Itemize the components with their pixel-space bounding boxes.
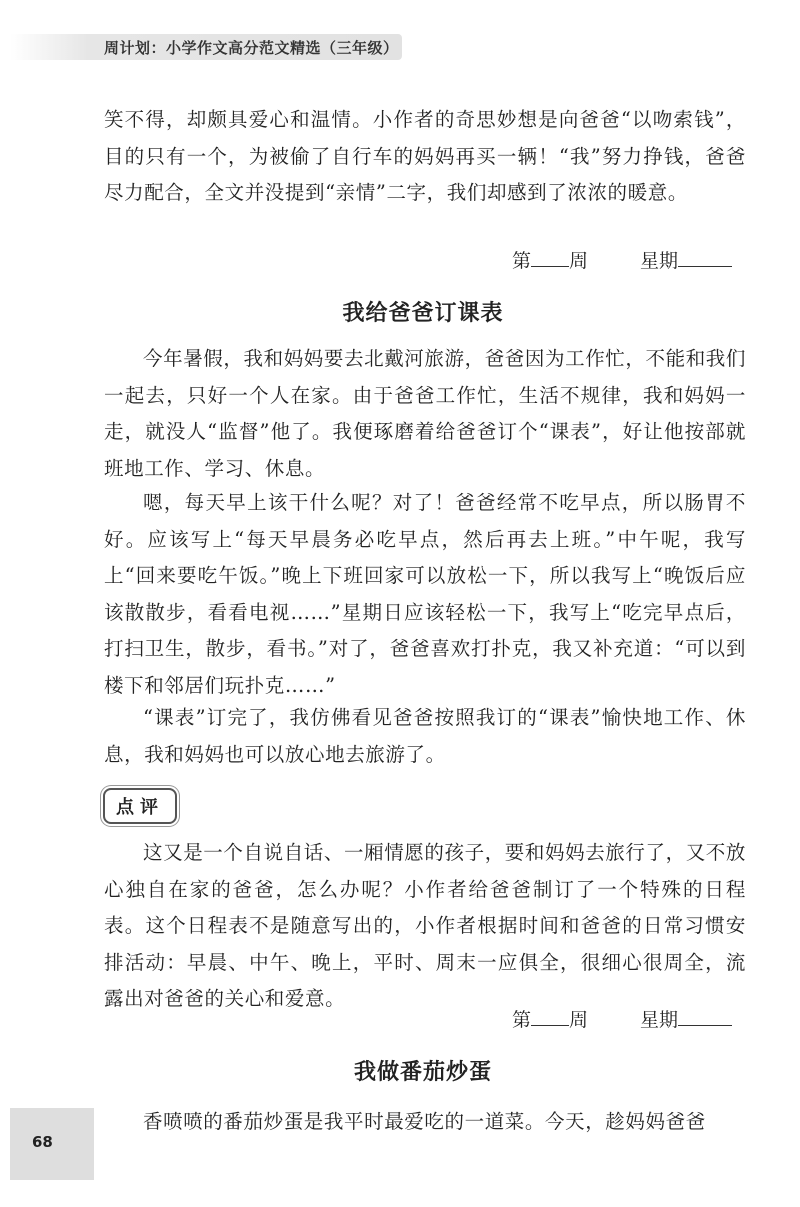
essay-paragraph: “课表”订完了，我仿佛看见爸爸按照我订的“课表”愉快地工作、休息，我和妈妈也可以放心地去旅游了。 [104, 706, 746, 766]
page-number: 68 [32, 1133, 53, 1151]
week-label-di: 第 [512, 250, 532, 272]
week-blank [531, 1007, 569, 1026]
previous-comment-text: 笑不得，却颇具爱心和温情。小作者的奇思妙想是向爸爸“以吻索钱”，目的只有一个，为被偷了自行车的妈妈再买一辆！“我”努力挣钱，爸爸尽力配合，全文并没提到“亲情”二字，我们却感到了浓浓的暖意。 [104, 108, 746, 204]
day-blank [678, 1007, 732, 1026]
essay-title: 我给爸爸订课表 [342, 301, 504, 326]
essay-paragraph: 香喷喷的番茄炒蛋是我平时最爱吃的一道菜。今天，趁妈妈爸爸 [143, 1110, 706, 1133]
week-label-di: 第 [512, 1009, 532, 1031]
running-header: 周计划：小学作文高分范文精选（三年级） [104, 39, 399, 57]
week-label-xingqi: 星期 [640, 1009, 679, 1031]
review-badge: 点评 [103, 788, 177, 824]
essay-paragraph: 嗯，每天早上该干什么呢？对了！爸爸经常不吃早点，所以肠胃不好。应该写上“每天早晨务必吃早点，然后再去上班。”中午呢，我写上“回来要吃午饭。”晚上下班回家可以放松一下，所以我写上“晚饭后应该散散步，看看电视……”星期日应该轻松一下，我写上“吃完早点后，打扫卫生，散步，看书。”对了，爸爸喜欢打扑克，我又补充道：“可以到楼下和邻居们玩扑克……” [104, 491, 746, 697]
essay-title: 我做番茄炒蛋 [353, 1060, 492, 1085]
review-text: 这又是一个自说自话、一厢情愿的孩子，要和妈妈去旅行了，又不放心独自在家的爸爸，怎么办呢？小作者给爸爸制订了一个特殊的日程表。这个日程表不是随意写出的，小作者根据时间和爸爸的日常习惯安排活动：早晨、中午、晚上，平时、周末一应俱全，很细心很周全，流露出对爸爸的关心和爱意。 [104, 841, 747, 1010]
day-blank [678, 248, 732, 267]
week-label-zhou: 周 [569, 250, 589, 272]
week-day-label [512, 246, 752, 273]
week-label-zhou: 周 [569, 1009, 589, 1031]
essay-paragraph: 今年暑假，我和妈妈要去北戴河旅游，爸爸因为工作忙，不能和我们一起去，只好一个人在家。由于爸爸工作忙，生活不规律，我和妈妈一走，就没人“监督”他了。我便琢磨着给爸爸订个“课表”，好让他按部就班地工作、学习、休息。 [104, 347, 747, 480]
week-label-xingqi: 星期 [640, 250, 679, 272]
week-blank [531, 248, 569, 267]
week-day-label [512, 1005, 752, 1032]
